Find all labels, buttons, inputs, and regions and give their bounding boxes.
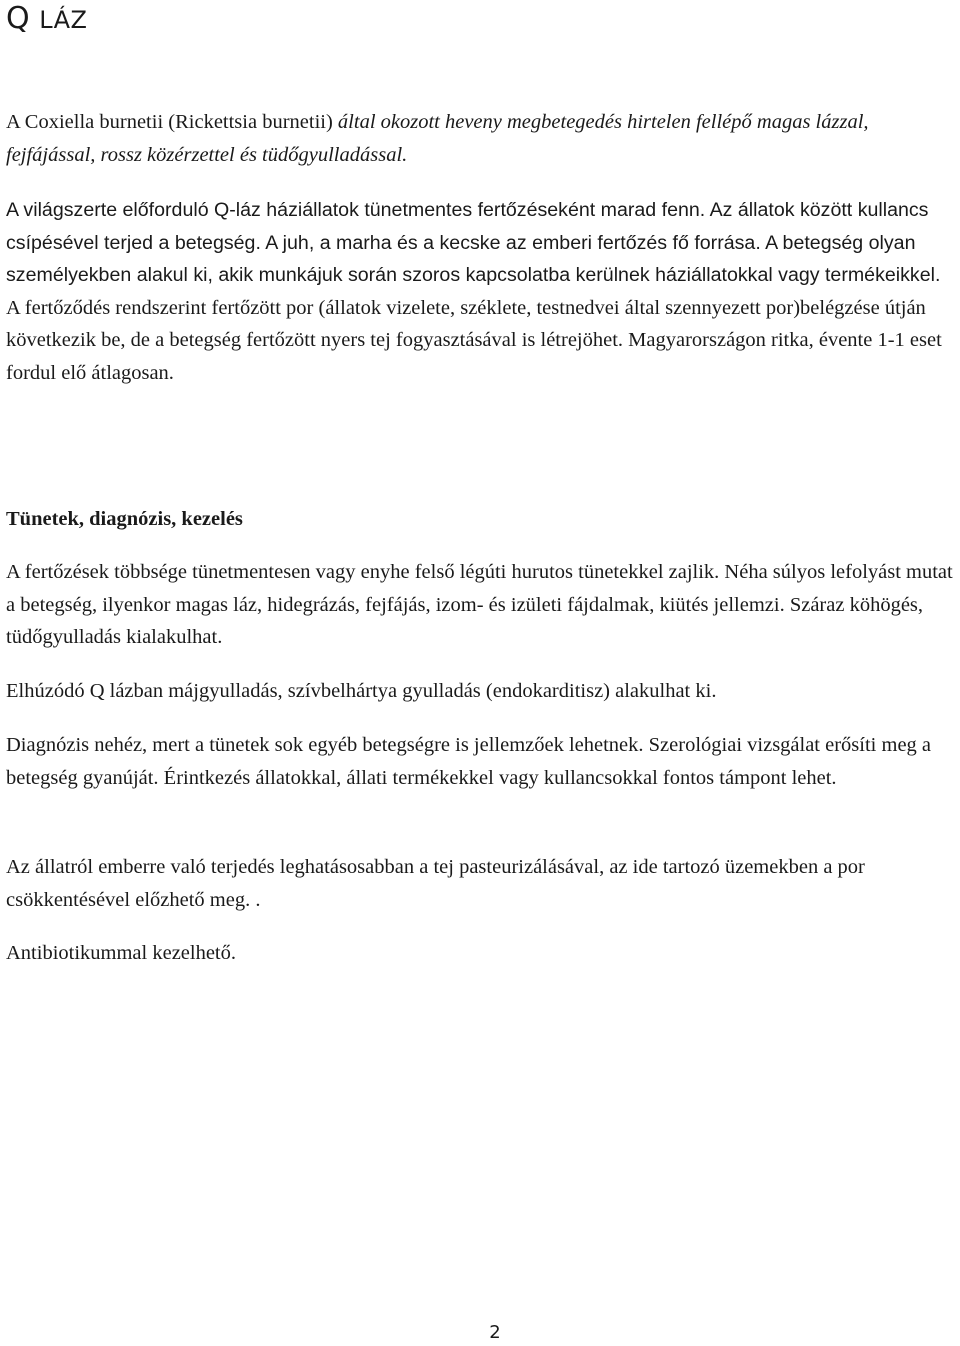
section-heading: Tünetek, diagnózis, kezelés: [6, 508, 243, 530]
description-serif-text: A fertőződés rendszerint fertőzött por (állatok vizelete, széklete, testnedvei által szennyezett por)belégzése útján következik be, de a betegség fertőzött nyers tej fogyasztásával is létrejöhet. Magyarországon ritka, évente 1-1 eset fordul elő átlagosan.: [6, 296, 942, 384]
title-rest: LÁZ: [39, 6, 88, 34]
page-number: 2: [489, 1322, 501, 1343]
document-title: [6, 2, 88, 37]
intro-italic-text: által okozott heveny megbetegedés hirtelen fellépő magas lázzal, fejfájással, rossz közérzettel és tüdőgyulladással.: [6, 111, 869, 166]
treatment-paragraph: Antibiotikummal kezelhető.: [6, 942, 237, 964]
intro-paragraph: [6, 106, 958, 171]
chronic-paragraph: Elhúzódó Q lázban májgyulladás, szívbelhártya gyulladás (endokarditisz) alakulhat ki.: [6, 680, 717, 702]
intro-plain-text: A Coxiella burnetii (Rickettsia burnetii): [6, 111, 338, 133]
diagnosis-paragraph: Diagnózis nehéz, mert a tünetek sok egyéb betegségre is jellemzőek lehetnek. Szerológiai vizsgálat erősíti meg a betegség gyanúját. Érintkezés állatokkal, állati termékekkel vagy kullancsokkal fontos támpont lehet.: [6, 734, 932, 789]
description-sans-text: A világszerte előforduló Q-láz háziállatok tünetmentes fertőzéseként marad fenn. Az állatok között kullancs csípésével terjed a betegség. A juh, a marha és a kecske az emberi fertőzés fő forrása. A betegség olyan személyekben alakul ki, akik munkájuk során szoros kapcsolatba kerülnek háziállatokkal vagy termékeikkel.: [6, 199, 941, 287]
title-initial: Q: [6, 1, 31, 36]
prevention-paragraph: Az állatról emberre való terjedés leghatásosabban a tej pasteurizálásával, az ide tartozó üzemekben a por csökkentésével előzhető meg. .: [6, 856, 865, 911]
symptoms-paragraph: A fertőzések többsége tünetmentesen vagy enyhe felső légúti hurutos tünetekkel zajlik. Néha súlyos lefolyást mutat a betegség, ilyenkor magas láz, hidegrázás, fejfájás, izom- és izületi fájdalmak, kiütés jellemzi. Száraz köhögés, tüdőgyulladás kialakulhat.: [6, 561, 953, 649]
description-paragraph: [6, 194, 958, 390]
